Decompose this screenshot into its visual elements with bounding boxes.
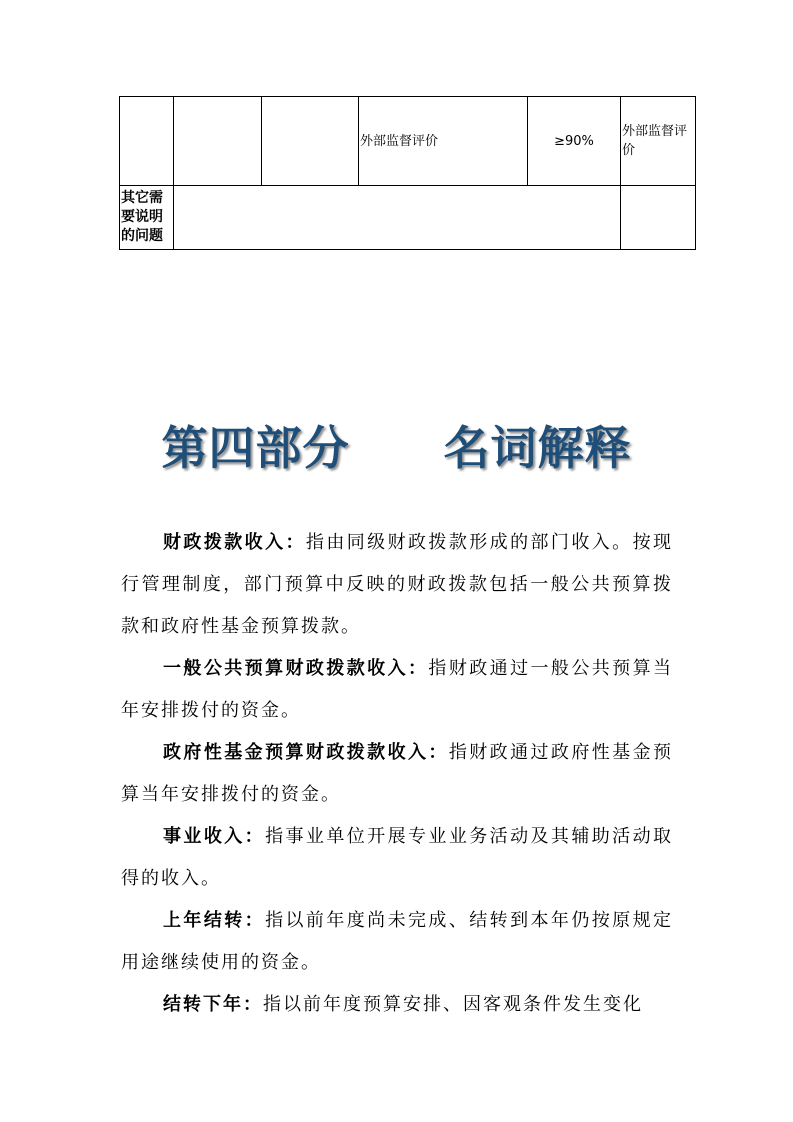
method-cell: 外部监督评价 [621, 97, 696, 186]
definition-text: 指由同级财政拨款形成的部门收入。按现行管理制度，部门预算中反映的财政拨款包括一般公共预算拨款和政府性基金预算拨款。 [121, 532, 674, 637]
definition-term: 政府性基金预算财政拨款收入： [163, 742, 449, 763]
table-cell [262, 97, 359, 186]
target-value-cell: ≥90% [528, 97, 621, 186]
indicator-cell: 外部监督评价 [359, 97, 528, 186]
table-cell [120, 97, 174, 186]
definition-term: 事业收入： [163, 826, 266, 847]
definition-paragraph [121, 648, 673, 732]
definition-text: 指以前年度尚未完成、结转到本年仍按原规定用途继续使用的资金。 [121, 910, 674, 973]
table-row [120, 186, 696, 250]
definition-text: 指财政通过政府性基金预算当年安排拨付的资金。 [121, 742, 674, 805]
definition-term: 财政拨款收入： [163, 532, 306, 553]
definition-paragraph [121, 900, 673, 984]
definition-paragraph [121, 522, 673, 648]
other-issues-label: 其它需要说明的问题 [120, 186, 174, 250]
definition-text: 指事业单位开展专业业务活动及其辅助活动取得的收入。 [121, 826, 674, 889]
table-row [120, 97, 696, 186]
definition-term: 上年结转： [163, 910, 266, 931]
table-cell [621, 186, 696, 250]
definition-paragraph [121, 816, 673, 900]
other-issues-content [174, 186, 621, 250]
definition-term: 一般公共预算财政拨款收入： [163, 658, 429, 679]
definition-paragraph [121, 984, 673, 1026]
definition-paragraph [121, 732, 673, 816]
definitions-section [121, 522, 673, 1026]
evaluation-table [119, 96, 696, 250]
definition-term: 结转下年： [163, 994, 263, 1015]
table-cell [174, 97, 262, 186]
definition-text: 指以前年度预算安排、因客观条件发生变化 [263, 994, 643, 1015]
part-title: 第四部分 名词解释 [161, 421, 632, 475]
definition-text: 指财政通过一般公共预算当年安排拨付的资金。 [121, 658, 674, 721]
